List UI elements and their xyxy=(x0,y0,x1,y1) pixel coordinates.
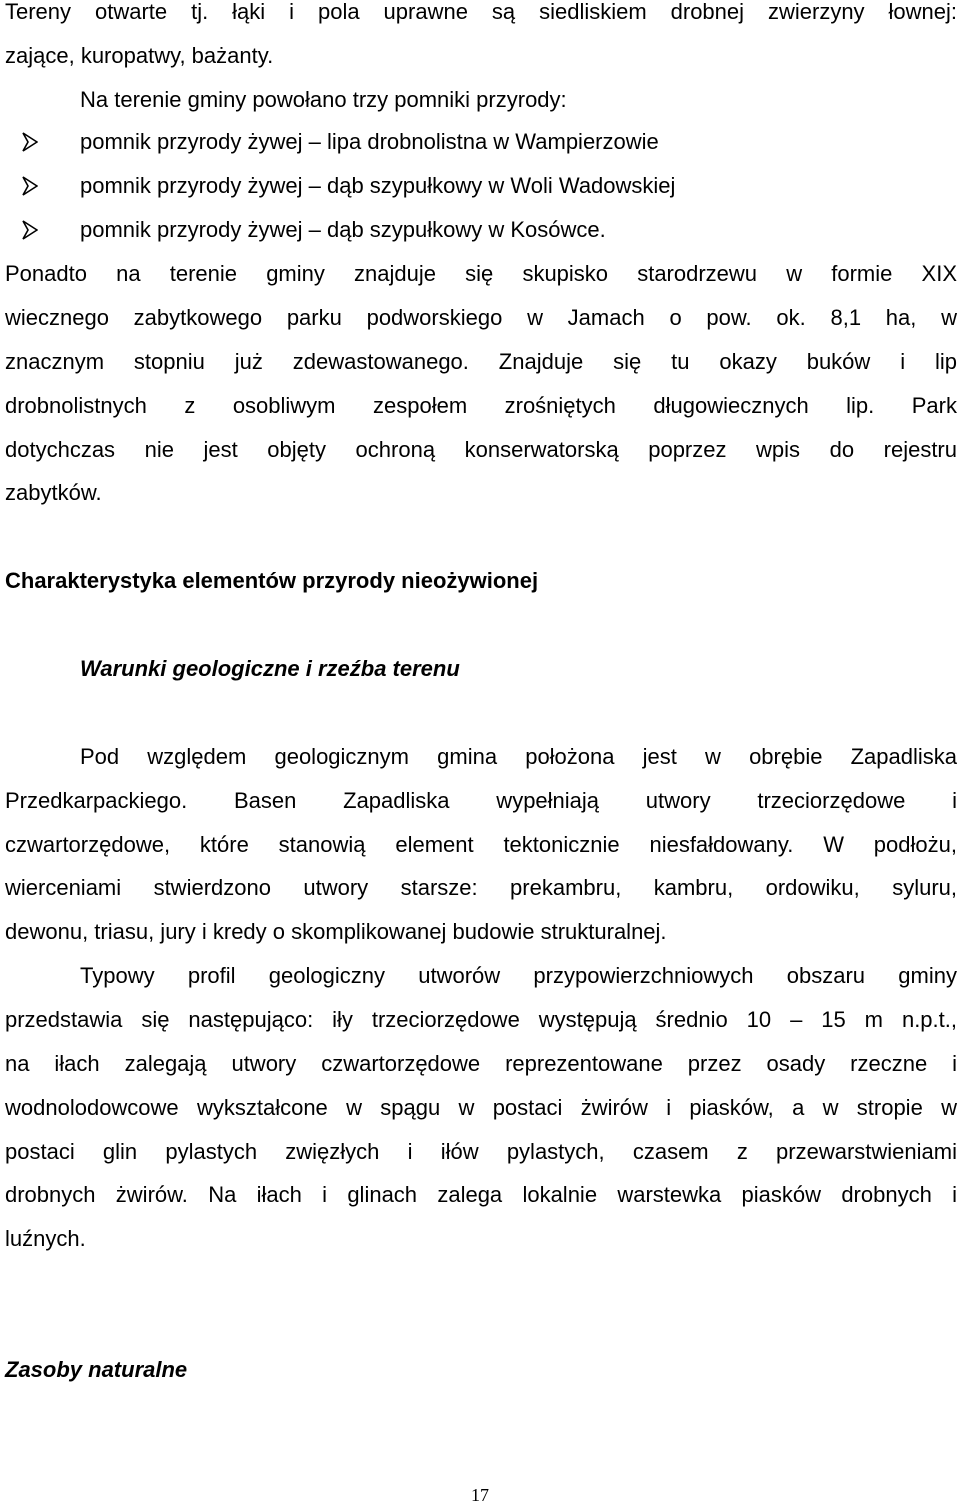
paragraph-line: przedstawia się następująco: iły trzeciorzędowe występują średnio 10 – 15 m n.p.t., xyxy=(5,1007,957,1032)
paragraph-line: wodnolodowcowe wykształcone w spągu w postaci żwirów i piasków, a w stropie w xyxy=(5,1095,957,1120)
paragraph-line: na iłach zalegają utwory czwartorzędowe reprezentowane przez osady rzeczne i xyxy=(5,1051,957,1076)
list-item-text: pomnik przyrody żywej – dąb szypułkowy w Kosówce. xyxy=(80,217,606,242)
paragraph-line: Ponadto na terenie gminy znajduje się skupisko starodrzewu w formie XIX xyxy=(5,261,957,286)
arrowhead-bullet-icon xyxy=(22,132,38,152)
paragraph-line: drobnych żwirów. Na iłach i glinach zalega lokalnie warstewka piasków drobnych i xyxy=(5,1182,957,1207)
paragraph-line: zające, kuropatwy, bażanty. xyxy=(5,43,274,68)
paragraph-line: znacznym stopniu już zdewastowanego. Znajduje się tu okazy buków i lip xyxy=(5,349,957,374)
paragraph-line: wiecznego zabytkowego parku podworskiego w Jamach o pow. ok. 8,1 ha, w xyxy=(5,305,957,330)
paragraph-line: czwartorzędowe, które stanowią element tektonicznie niesfałdowany. W podłożu, xyxy=(5,832,957,857)
paragraph-line: Przedkarpackiego. Basen Zapadliska wypełniają utwory trzeciorzędowe i xyxy=(5,788,957,813)
paragraph-line: zabytków. xyxy=(5,480,102,505)
arrowhead-bullet-icon xyxy=(22,220,38,240)
monuments-intro: Na terenie gminy powołano trzy pomniki przyrody: xyxy=(80,87,567,112)
paragraph-line: luźnych. xyxy=(5,1226,86,1251)
page-number: 17 xyxy=(471,1485,489,1505)
paragraph-line: dotychczas nie jest objęty ochroną konserwatorską poprzez wpis do rejestru xyxy=(5,437,957,462)
paragraph-line: dewonu, triasu, jury i kredy o skomplikowanej budowie strukturalnej. xyxy=(5,919,667,944)
paragraph-line: drobnolistnych z osobliwym zespołem zrośniętych długowiecznych lip. Park xyxy=(5,393,957,418)
paragraph-line: Pod względem geologicznym gmina położona jest w obrębie Zapadliska xyxy=(80,744,957,769)
paragraph-line: postaci glin pylastych zwięzłych i iłów pylastych, czasem z przewarstwieniami xyxy=(5,1139,957,1164)
subheading-geology: Warunki geologiczne i rzeźba terenu xyxy=(80,656,460,681)
list-item-text: pomnik przyrody żywej – lipa drobnolistna w Wampierzowie xyxy=(80,129,659,154)
arrowhead-bullet-icon xyxy=(22,176,38,196)
paragraph-line: wierceniami stwierdzono utwory starsze: prekambru, kambru, ordowiku, syluru, xyxy=(5,875,957,900)
list-item-text: pomnik przyrody żywej – dąb szypułkowy w Woli Wadowskiej xyxy=(80,173,676,198)
section-heading: Charakterystyka elementów przyrody nieożywionej xyxy=(5,568,539,593)
paragraph-line: Typowy profil geologiczny utworów przypowierzchniowych obszaru gminy xyxy=(80,963,957,988)
paragraph-line: Tereny otwarte tj. łąki i pola uprawne są siedliskiem drobnej zwierzyny łownej: xyxy=(5,0,957,24)
subheading-resources: Zasoby naturalne xyxy=(5,1357,188,1382)
